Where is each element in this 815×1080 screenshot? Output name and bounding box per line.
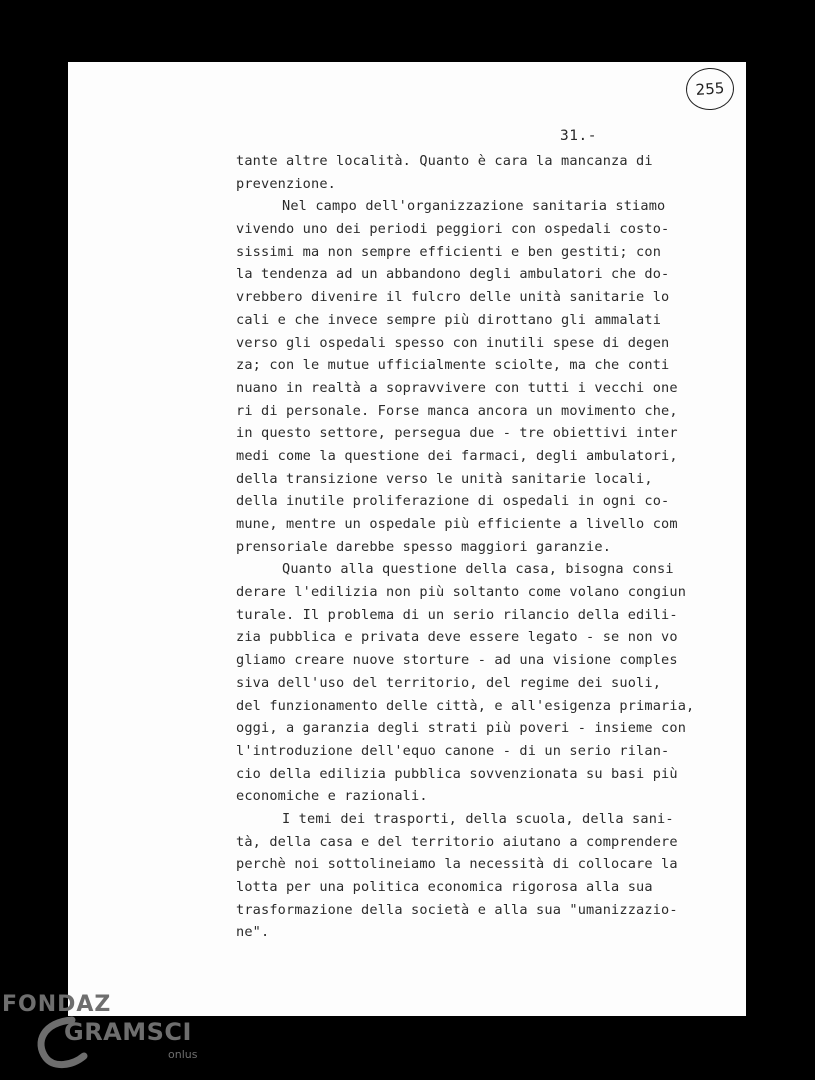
text-line: la tendenza ad un abbandono degli ambulatori che do- — [236, 266, 670, 283]
text-line: mune, mentre un ospedale più efficiente a livello com — [236, 516, 678, 532]
text-line: del funzionamento delle città, e all'esigenza primaria, — [236, 697, 695, 714]
text-line: za; con le mutue ufficialmente sciolte, ma che conti — [236, 357, 670, 374]
text-line: cio della edilizia pubblica sovvenzionata su basi più — [236, 765, 678, 782]
text-line: l'introduzione dell'equo canone - di un serio rilan- — [236, 742, 670, 759]
text-line: oggi, a garanzia degli strati più poveri - insieme con — [236, 720, 687, 737]
text-line: tà, della casa e del territorio aiutano a comprendere — [236, 833, 678, 850]
text-line: cali e che invece sempre più dirottano gli ammalati — [236, 311, 662, 328]
text-line: in questo settore, persegua due - tre obiettivi inter — [236, 425, 678, 442]
text-line: della inutile proliferazione di ospedali in ogni co- — [236, 493, 670, 510]
text-line: tante altre località. Quanto è cara la mancanza di — [236, 153, 653, 169]
logo-text-gramsci: GRAMSCI — [64, 1018, 192, 1046]
text-line: sissimi ma non sempre efficienti e ben gestiti; con — [236, 243, 662, 260]
text-line: Nel campo dell'organizzazione sanitaria stiamo — [282, 198, 666, 215]
fondazione-gramsci-logo — [2, 990, 222, 1080]
text-line: perchè noi sottolineiamo la necessità di collocare la — [236, 856, 678, 873]
text-line: zia pubblica e privata deve essere legato - se non vo — [236, 629, 678, 646]
text-line: economiche e razionali. — [236, 788, 428, 805]
text-line: trasformazione della società e alla sua "umanizzazio- — [236, 901, 678, 918]
page-number: 31.- — [560, 128, 597, 144]
text-line: siva dell'uso del territorio, del regime dei suoli, — [236, 674, 662, 691]
text-line: gliamo creare nuove storture - ad una visione comples — [236, 652, 678, 669]
logo-text-onlus: onlus — [168, 1048, 198, 1061]
text-line: derare l'edilizia non più soltanto come volano congiun — [236, 584, 687, 601]
text-line: nuano in realtà a sopravvivere con tutti i vecchi one — [236, 379, 678, 396]
text-line: Quanto alla questione della casa, bisogna consi — [282, 561, 674, 578]
text-line: vrebbero divenire il fulcro delle unità sanitarie lo — [236, 289, 670, 306]
text-line: vivendo uno dei periodi peggiori con ospedali costo- — [236, 221, 670, 238]
archive-stamp-number: 255 — [685, 66, 736, 111]
logo-text-fondaz: FONDAZ — [2, 992, 112, 1017]
text-line: I temi dei trasporti, della scuola, della sani- — [282, 810, 674, 827]
text-line: verso gli ospedali spesso con inutili spese di degen — [236, 334, 670, 351]
text-line: ri di personale. Forse manca ancora un movimento che, — [236, 402, 678, 419]
typed-text-body — [236, 150, 695, 944]
text-line: ne". — [236, 924, 270, 941]
text-line: della transizione verso le unità sanitarie locali, — [236, 470, 653, 487]
text-line: lotta per una politica economica rigorosa alla sua — [236, 879, 653, 895]
text-line: medi come la questione dei farmaci, degli ambulatori, — [236, 447, 678, 464]
text-line: prensoriale darebbe spesso maggiori garanzie. — [236, 538, 612, 555]
text-line: turale. Il problema di un serio rilancio della edili- — [236, 606, 678, 623]
text-line: prevenzione. — [236, 175, 337, 192]
